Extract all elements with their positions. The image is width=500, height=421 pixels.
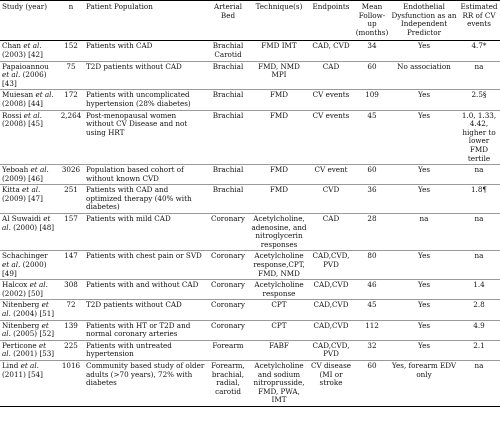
cell-population: Population based cohort of without known CVD — [84, 165, 206, 185]
header-arterial-bed: Arterial Bed — [206, 1, 250, 41]
study-author: Muiesan — [2, 90, 34, 100]
header-population: Patient Population — [84, 1, 206, 41]
cell-technique: Acetylcholine response — [250, 280, 308, 300]
cell-technique: CPT — [250, 320, 308, 340]
study-et-al: et al. — [2, 320, 49, 339]
cell-followup: 45 — [354, 110, 390, 165]
table-row — [0, 251, 500, 280]
cell-population: Patients with chest pain or SVD — [84, 251, 206, 280]
cell-population: T2D patients without CAD — [84, 61, 206, 90]
study-year-ref: (2008) [44] — [2, 98, 43, 108]
cell-rr: 4.7* — [458, 41, 500, 61]
cell-study — [0, 61, 58, 90]
cell-endpoints: CV events — [308, 110, 354, 165]
header-n: n — [58, 1, 84, 41]
table-row — [0, 360, 500, 406]
study-author: Al Suwaidi — [2, 214, 41, 224]
cell-study — [0, 320, 58, 340]
study-author: Papaioannou — [2, 61, 49, 71]
cell-endpoints: CV disease (MI or stroke — [308, 360, 354, 406]
cell-predictor: Yes — [390, 110, 458, 165]
study-year-ref: (2000) [48] — [13, 222, 55, 232]
cell-predictor: Yes — [390, 41, 458, 61]
cell-technique: FMD — [250, 110, 308, 165]
cell-study — [0, 251, 58, 280]
table-row — [0, 90, 500, 110]
study-author: Nitenberg — [2, 320, 40, 330]
cell-endpoints: CAD,CVD, PVD — [308, 251, 354, 280]
cell-endpoints: CAD,CVD — [308, 300, 354, 320]
cell-rr: 1.4 — [458, 280, 500, 300]
cell-n: 1016 — [58, 360, 84, 406]
cell-n: 172 — [58, 90, 84, 110]
study-et-al: et al. — [22, 185, 41, 195]
cell-followup: 109 — [354, 90, 390, 110]
table-row — [0, 320, 500, 340]
cell-technique: FMD — [250, 90, 308, 110]
study-year-ref: (2006) [43] — [2, 70, 47, 88]
cell-n: 152 — [58, 41, 84, 61]
cell-followup: 45 — [354, 300, 390, 320]
cell-study — [0, 360, 58, 406]
study-year-ref: (2000) [49] — [2, 260, 47, 278]
cell-followup: 36 — [354, 185, 390, 214]
cell-rr: na — [458, 61, 500, 90]
cell-population: Community based study of older adults (>70 years), 72% with diabetes — [84, 360, 206, 406]
cell-arterial-bed: Coronary — [206, 300, 250, 320]
cell-study — [0, 185, 58, 214]
cell-followup: 28 — [354, 214, 390, 251]
cell-followup: 34 — [354, 41, 390, 61]
table-header — [0, 1, 500, 41]
cell-arterial-bed: Brachial — [206, 185, 250, 214]
table-row — [0, 61, 500, 90]
cell-study — [0, 300, 58, 320]
cell-rr: 4.9 — [458, 320, 500, 340]
cell-followup: 112 — [354, 320, 390, 340]
cell-rr: na — [458, 360, 500, 406]
study-author: Halcox — [2, 280, 28, 290]
study-author: Chan — [2, 41, 22, 51]
cell-technique: Acetylcholine and sodium nitroprusside, FMD, PWA, IMT — [250, 360, 308, 406]
cell-predictor: na — [390, 214, 458, 251]
cell-n: 147 — [58, 251, 84, 280]
cell-endpoints: CV events — [308, 90, 354, 110]
study-year-ref: (2001) [53] — [13, 349, 55, 359]
table-row — [0, 300, 500, 320]
cell-predictor: Yes — [390, 185, 458, 214]
study-year-ref: (2009) [46] — [2, 173, 43, 183]
cell-population: Patients with uncomplicated hypertension (28% diabetes) — [84, 90, 206, 110]
cell-predictor: Yes — [390, 320, 458, 340]
study-year-ref: (2002) [50] — [2, 288, 43, 298]
header-study: Study (year) — [0, 1, 58, 41]
study-author: Nitenberg — [2, 300, 40, 310]
study-author: Lind — [2, 360, 19, 370]
cell-study — [0, 280, 58, 300]
study-et-al: et al. — [2, 300, 49, 318]
cell-technique: Acetylcholine response,CPT, FMD, NMD — [250, 251, 308, 280]
cell-arterial-bed: Coronary — [206, 251, 250, 280]
cell-technique: CPT — [250, 300, 308, 320]
cell-predictor: Yes — [390, 90, 458, 110]
cell-technique: FMD IMT — [250, 41, 308, 61]
study-year-ref: (2011) [54] — [2, 369, 43, 379]
study-et-al: et al. — [30, 165, 49, 175]
study-et-al: et al. — [35, 90, 54, 100]
cell-study — [0, 41, 58, 61]
study-year-ref: (2005) [52] — [13, 329, 55, 339]
cell-arterial-bed: Brachial — [206, 90, 250, 110]
table-row — [0, 340, 500, 360]
cell-endpoints: CAD — [308, 214, 354, 251]
cell-study — [0, 214, 58, 251]
cell-study — [0, 90, 58, 110]
cell-followup: 60 — [354, 360, 390, 406]
cell-arterial-bed: Coronary — [206, 214, 250, 251]
cell-n: 72 — [58, 300, 84, 320]
cell-followup: 32 — [354, 340, 390, 360]
table-row — [0, 280, 500, 300]
cell-technique: Acetylcholine, adenosine, and nitroglycerin responses — [250, 214, 308, 251]
cell-n: 2,264 — [58, 110, 84, 165]
cell-population: Patients with and without CAD — [84, 280, 206, 300]
cell-population: Patients with mild CAD — [84, 214, 206, 251]
cell-study — [0, 165, 58, 185]
cell-arterial-bed: Forearm — [206, 340, 250, 360]
study-et-al: et al. — [23, 41, 42, 51]
cell-technique: FABF — [250, 340, 308, 360]
cell-predictor: Yes — [390, 165, 458, 185]
cell-population: Patients with CAD — [84, 41, 206, 61]
cell-population: Patients with CAD and optimized therapy (40% with diabetes) — [84, 185, 206, 214]
cell-predictor: No association — [390, 61, 458, 90]
study-et-al: et al. — [2, 70, 21, 80]
cell-n: 308 — [58, 280, 84, 300]
cell-endpoints: CAD, CVD — [308, 41, 354, 61]
cell-n: 251 — [58, 185, 84, 214]
cell-n: 3026 — [58, 165, 84, 185]
cell-predictor: Yes, forearm EDV only — [390, 360, 458, 406]
header-followup: Mean Follow-up (months) — [354, 1, 390, 41]
cell-rr: 2.5§ — [458, 90, 500, 110]
cell-predictor: Yes — [390, 251, 458, 280]
cell-population: T2D patients without CAD — [84, 300, 206, 320]
table-row — [0, 165, 500, 185]
cell-followup: 60 — [354, 165, 390, 185]
table-body — [0, 41, 500, 407]
cell-predictor: Yes — [390, 340, 458, 360]
cell-predictor: Yes — [390, 300, 458, 320]
cell-rr: 2.8 — [458, 300, 500, 320]
cell-arterial-bed: Brachial Carotid — [206, 41, 250, 61]
study-author: Schachinger — [2, 251, 48, 261]
cell-endpoints: CAD,CVD, PVD — [308, 340, 354, 360]
table-row — [0, 214, 500, 251]
cell-rr: 2.1 — [458, 340, 500, 360]
cell-arterial-bed: Brachial — [206, 165, 250, 185]
cell-rr: na — [458, 214, 500, 251]
header-technique: Technique(s) — [250, 1, 308, 41]
study-year-ref: (2003) [42] — [2, 49, 43, 59]
cell-technique: FMD — [250, 165, 308, 185]
cell-rr: 1.8¶ — [458, 185, 500, 214]
cell-technique: FMD — [250, 185, 308, 214]
study-author: Yeboah — [2, 165, 29, 175]
cell-followup: 60 — [354, 61, 390, 90]
study-author: Perticone — [2, 340, 37, 350]
cell-arterial-bed: Coronary — [206, 280, 250, 300]
cell-followup: 46 — [354, 280, 390, 300]
cell-n: 139 — [58, 320, 84, 340]
cell-n: 157 — [58, 214, 84, 251]
study-et-al: et al. — [2, 214, 51, 232]
cell-endpoints: CAD — [308, 61, 354, 90]
header-predictor: Endothelial Dysfunction as an Independent Predictor — [390, 1, 458, 41]
cell-technique: FMD, NMD MPI — [250, 61, 308, 90]
cell-population: Post-menopausal women without CV Disease and not using HRT — [84, 110, 206, 165]
header-rr: Estimated RR of CV events — [458, 1, 500, 41]
cell-arterial-bed: Forearm, brachial, radial, carotid — [206, 360, 250, 406]
cell-arterial-bed: Brachial — [206, 110, 250, 165]
cell-rr: 1.0, 1.33, 4.42, higher to lower FMD tertile — [458, 110, 500, 165]
study-et-al: et al. — [29, 280, 48, 290]
cell-followup: 80 — [354, 251, 390, 280]
cell-rr: na — [458, 165, 500, 185]
study-year-ref: (2008) [45] — [2, 119, 43, 129]
study-year-ref: (2004) [51] — [13, 309, 55, 318]
study-et-al: et al. — [2, 260, 21, 270]
cell-study — [0, 340, 58, 360]
study-et-al: et al. — [2, 340, 47, 359]
header-endpoints: Endpoints — [308, 1, 354, 41]
cell-n: 75 — [58, 61, 84, 90]
cell-population: Patients with untreated hypertension — [84, 340, 206, 360]
cell-study — [0, 110, 58, 165]
study-author: Rossi — [2, 110, 22, 120]
cell-predictor: Yes — [390, 280, 458, 300]
cell-endpoints: CAD,CVD — [308, 280, 354, 300]
cell-endpoints: CAD,CVD — [308, 320, 354, 340]
study-year-ref: (2009) [47] — [2, 193, 43, 203]
study-author: Kitta — [2, 185, 20, 195]
cell-endpoints: CVD — [308, 185, 354, 214]
cell-arterial-bed: Coronary — [206, 320, 250, 340]
study-et-al: et al. — [20, 360, 39, 370]
cell-arterial-bed: Brachial — [206, 61, 250, 90]
cell-population: Patients with HT or T2D and normal coronary arteries — [84, 320, 206, 340]
cell-rr: na — [458, 251, 500, 280]
cell-n: 225 — [58, 340, 84, 360]
study-et-al: et al. — [23, 110, 43, 120]
table-row — [0, 185, 500, 214]
table-row — [0, 110, 500, 165]
cell-endpoints: CV event — [308, 165, 354, 185]
table-row — [0, 41, 500, 61]
